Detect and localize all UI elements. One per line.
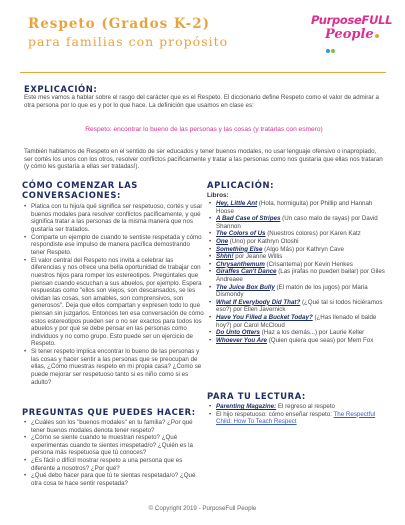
book-link[interactable]: Do Unto Otters [216,329,260,337]
logo-line2 [325,27,381,57]
book-item [207,337,385,345]
book-link[interactable]: Something Else [216,245,263,253]
book-details: (Las jirafas no pueden bailar) por Giles Andreaee [216,268,385,283]
book-details: (¿Has llenado el balde hoy?) por Carol McCloud [216,313,377,329]
respectful-child-link[interactable]: The Respectful Child: How To Teach Respect [216,410,376,426]
aplicacion-heading: APLICACIÓN: [207,180,275,190]
reading-item [207,411,385,426]
book-link[interactable]: One [216,237,229,245]
explicacion-text: Este mes vamos a hablar sobre el rasgo del carácter que es el Respeto. El diccionario define Respeto como el valor de admirar a otra persona por lo que es y por lo que hace. La definición que usamos en clase es: [24,94,379,109]
books-list [207,200,385,344]
logo-line2-text: People [325,27,374,42]
purposefull-people-logo [311,13,393,58]
book-details: (Un caso malo de rayas) por David Shannon [216,215,378,230]
conversaciones-section [22,180,204,386]
reading-list [207,403,385,426]
book-item [207,268,385,283]
reading-item [207,403,385,411]
book-item [207,246,385,254]
copyright-footer: © Copyright 2019 - PurposeFull People [148,505,257,512]
tu-lectura-heading: PARA TU LECTURA: [207,391,306,401]
page-subtitle: para familias con propósito [28,34,229,49]
explicacion-text2: También hablamos de Respeto en el sentido de ser educados y tener buenos modales, no usar lenguaje ofensivo o inapropiado, ser cortés los unos con los otros, resolver conflictos pacíficamente y tratar a las personas como nos gustaría que ellas nos trataran (y cómo les gustaría a ellas ser tratadas!). [24,148,383,171]
aplicacion-section [207,180,385,344]
list-item: • Si tener respeto implica encontrar lo bueno de las personas y las cosas y hacer sentir a las personas que se preocupan de ellas, ¿Cómo muestras respeto en mi propia casa? ¿Como se puede mejorar ser respetuoso tanto si es niño como si es adulto? [22,348,204,386]
book-item [207,284,385,299]
list-item: • Comparte un ejemplo de cuando te sentiste respetada y cómo respondiste ese impulso de manera pacífica demostrando tener Respeto. [22,234,204,257]
book-details: (Haz a los demás...) por Laurie Keller [260,329,365,337]
reading-details: El regreso al respeto [276,403,335,410]
logo-dot-icon [326,49,330,53]
list-item: • Platica con tu hijo/a qué significa ser respetuoso, cortés y usar buenos modales para resolver conflictos pacíficamente, y qué significa tratar a las personas de la misma manera que nos gustaría ser tratados. [22,203,204,233]
conversaciones-list [22,203,204,386]
respeto-definition: Respeto: encontrar lo bueno de las personas y las cosas (y tratarlas con esmero) [85,126,323,133]
book-item [207,253,385,261]
header [28,16,298,50]
preguntas-list [22,419,204,487]
tu-lectura-section [207,391,385,426]
book-link[interactable]: Have You Filled a Bucket Today? [216,313,313,321]
book-link[interactable]: Shhh! [216,253,234,261]
book-link[interactable]: Whoever You Are [216,336,268,344]
logo-line1: PurposeFULL [311,13,393,27]
explicacion-section [24,84,384,109]
book-details: (Algo Más) por Kathryn Cave [262,245,344,253]
preguntas-section [22,407,204,487]
header-divider [20,72,386,73]
preguntas-heading: PREGUNTAS QUE PUEDES HACER: [22,407,196,417]
explicacion-heading: EXPLICACIÓN: [24,84,98,94]
libros-label: Libros: [207,192,229,199]
book-item [207,314,385,329]
book-link[interactable]: The Colors of Us [216,230,266,238]
logo-dot-icon [375,34,379,38]
book-item [207,261,385,269]
book-link[interactable]: Hey, Little Ant [216,200,258,207]
explicacion-text2-block [24,148,384,171]
book-link[interactable]: The Juice Box Bully [216,283,275,291]
reading-details: El hijo respetuoso: cómo enseñar respeto: [216,410,334,418]
book-details: (El matón de los jugos) por Maria Dismondy [216,283,368,299]
list-item: • ¿Cómo se siente cuando te muestran respeto? ¿Qué experimentas cuando te sientes irrespetad/o? ¿Quién es la persona más respetuosa que tú conoces? [22,434,204,457]
book-item [207,230,385,238]
book-details: (¿Qué tal si todos hiciéramos eso?) por Ellen Javernick [216,298,383,314]
book-details: (Crisantema) por Kevin Henkes [264,260,353,268]
book-item [207,299,385,314]
book-item [207,329,385,337]
book-details: (Quien quiera que seas) por Mem Fox [267,336,374,344]
list-item: • ¿Qué debo hacer para que tú te sientas respetada/o? ¿Qué otra cosa te hace sentir respetada? [22,472,204,487]
page-title: Respeto (Grados K-2) [28,16,211,32]
book-item [207,215,385,230]
book-link[interactable]: A Bad Case of Stripes [216,215,281,223]
book-link[interactable]: Chrysanthemum [216,260,265,268]
logo-dot-icon [331,49,335,53]
book-details: (Nuestros colores) por Karen Katz [265,230,361,238]
book-link[interactable]: What If Everybody Did That? [216,298,301,306]
parenting-magazine-link[interactable]: Parenting Magazine: [216,403,277,410]
book-details: por Jeanne Willis [233,253,283,261]
book-item [207,200,385,215]
list-item: • ¿Es fácil o difícil mostrar respeto a una persona que es diferente a nosotros? ¿Por qué? [22,457,204,472]
book-item [207,238,385,246]
conversaciones-heading: CÓMO COMENZAR LAS CONVERSACIONES: [22,180,138,200]
list-item: • ¿Cuáles son los "buenos modales" en tu familia? ¿Por qué tener buenos modales denota tener respeto? [22,419,204,434]
book-link[interactable]: Giraffes Can't Dance [216,268,277,276]
book-details: (Hola, hormiguita) por Phillip and Hannah Hoose [216,200,373,215]
list-item: • El valor central del Respeto nos invita a celebrar las diferencias y nos ofrece una bella oportunidad de trabajar con nuestros hijos para romper los estereotipos. Pregúntales que piensan cuando escuchan a sus abuelos, por ejemplo. Espera respuestas como "ellos son viejos, son descansados, se les olvidan las cosas, son amables, son comprensivos, son generosos". Deja que ellos compartan y expresen todo lo que piensan sin juzgarlos. Entonces ten esa conversación de cómo estos estereotipos pueden ser o no ser exactos para todos los abuelos y por qué se debe pensar en las personas como individuos y no como grupo. Esto puede ser un ejercicio de Respeto. [22,257,204,348]
book-details: (Uno) por Kathryn Otoshi [228,237,299,245]
